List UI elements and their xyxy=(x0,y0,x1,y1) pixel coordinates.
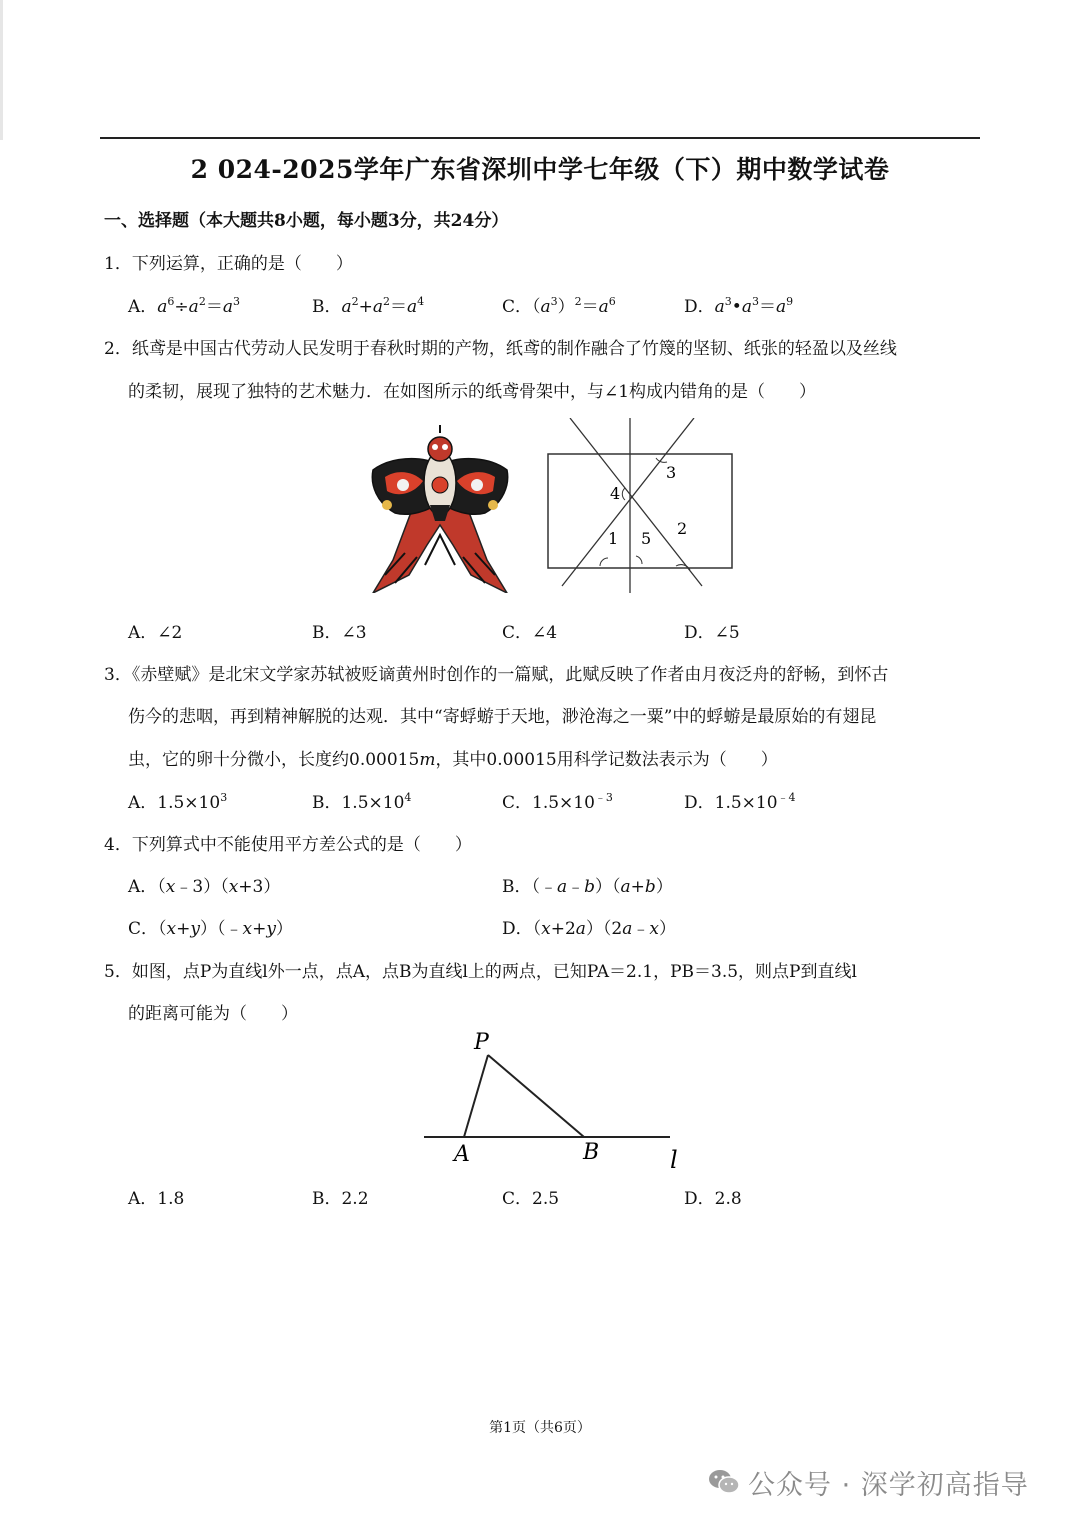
q3-option-d: D．$1.5\times 10^{﹣4}$ xyxy=(684,791,796,813)
watermark-text: 公众号 · 深学初高指导 xyxy=(748,1469,1029,1501)
page-footer: 第1页（共6页） xyxy=(489,1420,591,1436)
q1-option-c: C．$(a^3)^2=a^6$ xyxy=(502,295,616,317)
label-a: A xyxy=(454,1142,470,1167)
q1-option-a: A．$a^6\div a^2=a^3$ xyxy=(128,295,240,317)
scan-edge-mark xyxy=(0,0,3,140)
q5-option-d: D．2.8 xyxy=(684,1189,742,1209)
q1-option-d: D．$a^3•a^3=a^9$ xyxy=(684,295,794,317)
q2-option-b: B．∠3 xyxy=(312,623,367,643)
wechat-icon xyxy=(708,1468,740,1496)
angle-label-4: 4 xyxy=(610,484,621,503)
q3-stem-line2: 伤今的悲咽，再到精神解脱的达观．其中“寄蜉蝣于天地，渺沧海之一粟”中的蜉蝣是最原始的有翅昆 xyxy=(128,707,877,727)
q3-option-c: C．$1.5\times 10^{﹣3}$ xyxy=(502,791,613,813)
q3-stem-line1: 3．《赤壁赋》是北宋文学家苏轼被贬谪黄州时创作的一篇赋，此赋反映了作者由月夜泛舟的舒畅，到怀古 xyxy=(104,665,889,685)
q5-option-a: A．1.8 xyxy=(128,1189,185,1209)
q1-stem: 1．下列运算，正确的是（ ） xyxy=(104,254,353,274)
q2-stem-line1: 2．纸鸢是中国古代劳动人民发明于春秋时期的产物，纸鸢的制作融合了竹篾的坚韧、纸张的轻盈以及丝线 xyxy=(104,339,897,359)
q5-option-b: B．2.2 xyxy=(312,1189,369,1209)
point-line-diagram xyxy=(420,1025,700,1175)
q4-option-d: D．（x+2a）（2a﹣x） xyxy=(502,919,676,939)
q1-option-b: B．$a^2+a^2=a^4$ xyxy=(312,295,425,317)
watermark xyxy=(708,1462,1029,1502)
q2-option-a: A．∠2 xyxy=(128,623,183,643)
kite-illustration xyxy=(365,425,515,593)
section-heading: 一、选择题（本大题共8小题，每小题3分，共24分） xyxy=(104,211,509,231)
label-p: P xyxy=(474,1030,489,1055)
angle-label-3: 3 xyxy=(666,463,677,482)
angle-label-1: 1 xyxy=(608,529,619,548)
q2-stem-line2: 的柔韧，展现了独特的艺术魅力．在如图所示的纸鸢骨架中，与∠1构成内错角的是（ ） xyxy=(128,382,817,402)
q5-stem-line1: 5．如图，点P为直线l外一点，点A，点B为直线l上的两点，已知PA＝2.1，PB＝3.5，则点P到直线l xyxy=(104,962,857,982)
q5-option-c: C．2.5 xyxy=(502,1189,560,1209)
q4-option-b: B．（﹣a﹣b）（a+b） xyxy=(502,877,673,897)
q2-option-d: D．∠5 xyxy=(684,623,740,643)
q4-option-a: A．（x﹣3）（x+3） xyxy=(128,877,281,897)
angle-label-2: 2 xyxy=(677,519,688,538)
q3-option-b: B．$1.5\times 10^4$ xyxy=(312,791,412,813)
q4-stem: 4．下列算式中不能使用平方差公式的是（ ） xyxy=(104,835,472,855)
kite-frame-diagram xyxy=(540,418,740,593)
q2-option-c: C．∠4 xyxy=(502,623,558,643)
header-rule xyxy=(100,137,980,139)
q3-option-a: A．$1.5\times 10^3$ xyxy=(128,791,228,813)
label-b: B xyxy=(583,1140,600,1165)
q4-option-c: C．（x+y）（﹣x+y） xyxy=(128,919,293,939)
angle-label-5: 5 xyxy=(641,529,652,548)
q3-stem-line3: 虫，它的卵十分微小，长度约0.00015m，其中0.00015用科学记数法表示为（ ） xyxy=(128,750,778,770)
page-title: 2 024-2025学年广东省深圳中学七年级（下）期中数学试卷 xyxy=(190,155,890,184)
q5-stem-line2: 的距离可能为（ ） xyxy=(128,1004,298,1024)
label-l: l xyxy=(670,1146,678,1174)
